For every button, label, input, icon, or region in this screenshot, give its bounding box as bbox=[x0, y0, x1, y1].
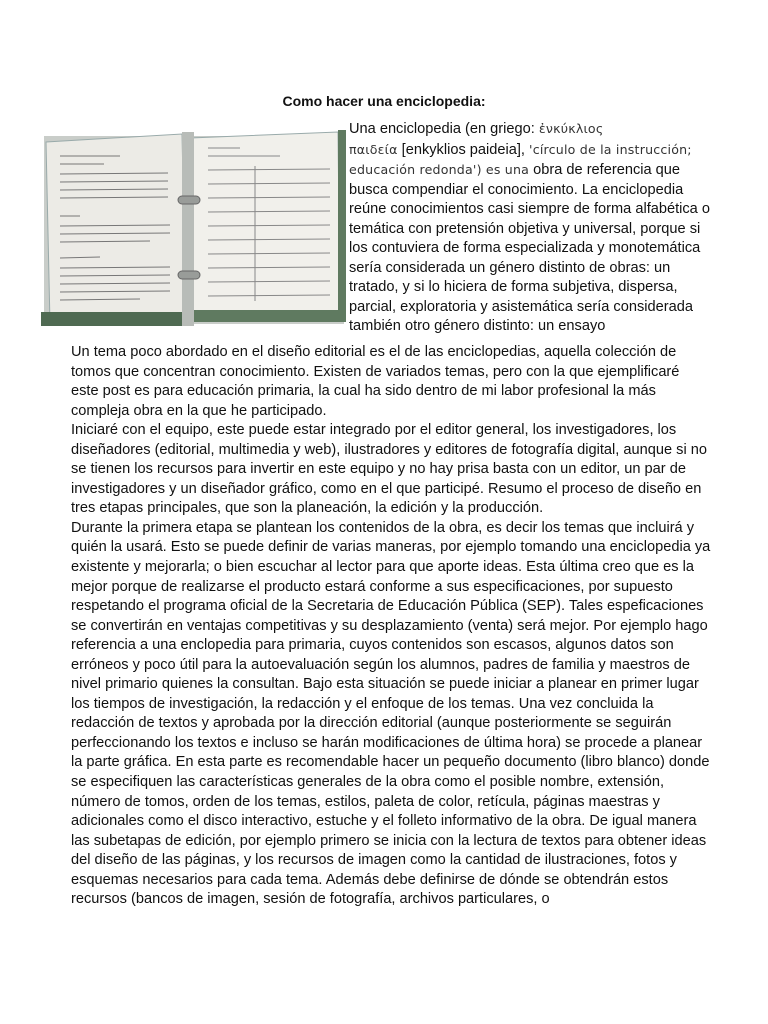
intro-rest: obra de referencia que busca compendiar el conocimiento. La enciclopedia reúne conocimientos casi siempre de forma alfabética o temática con pretensión objetiva y universal, porque si los contuviera de forma especializada y monotemática sería considerada un género distinto de obras: un tratado, y si lo hiciera de forma subjetiva, dispersa, parcial, exploratoria y asistemática sería considerada también otro género distinto: un ensayo bbox=[349, 162, 710, 335]
greek-word-1: ἐνκύκλιος bbox=[538, 121, 604, 136]
binder-illustration bbox=[40, 126, 348, 332]
paragraph-3: Durante la primera etapa se plantean los contenidos de la obra, es decir los temas que incluirá y quién la usará. Esto se puede definir de varias maneras, por ejemplo tomando una enciclopedia ya existente y mejorarla; o bien escuchar al lector para que aporte ideas. Esta última creo que es la mejor porque de realizarse el producto estará conforme a sus especificaciones, por supuesto respetando el programa oficial de la Secretaria de Educación Pública (SEP). Tales espeficaciones se convertirán en ventajas competitivas y su desplazamiento (venta) será mejor. Por ejemplo hago referencia a una enclopedia para primaria, cuyos contenidos son escasos, algunos datos son erróneos y poco útil para la autoevaluación según los alumnos, padres de familia y maestros de nivel primario quienes la consultan. Bajo esta situación se puede iniciar a planear en primer lugar los tiempos de investigación, la redacción y el enfoque de los temas. Una vez concluida la redacción de textos y aprobada por la dirección editorial (aunque posteriormente se seguirán perfeccionando los textos e incluso se harán modificaciones de última hora) se procede a planear la parte gráfica. En esta parte es recomendable hacer un pequeño documento (libro blanco) donde se especifiquen las características generales de la obra como el posible nombre, extensión, número de tomos, orden de los temas, estilos, paleta de color, retícula, páginas maestras y adicionales como el disco interactivo, estuche y el folleto informativo de la obra. De igual manera las subetapas de edición, por ejemplo primero se inicia con la lectura de textos para obtener ideas del diseño de las páginas, y los recursos de imagen como la cantidad de ilustraciones, fotos y esquemas necesarios para cada tema. Además debe definirse de dónde se obtendrán estos recursos (bancos de imagen, sesión de fotografía, archivos particulares, o bbox=[71, 519, 711, 908]
intro-prefix: Una enciclopedia (en griego: bbox=[349, 121, 539, 137]
intro-transliteration: [enkyklios paideia], bbox=[397, 141, 530, 158]
paragraph-2: Iniciaré con el equipo, este puede estar integrado por el editor general, los investigadores, los diseñadores (editorial, multimedia y web), ilustradores y editores de fotografía digital, aunque si no se tienen los recursos para invertir en este equipo y no hay prisa basta con un editor, un par de investigadores y un diseñador gráfico, como en el que participé. Resumo el proceso de diseño en tres etapas principales, que son la planeación, la edición y la producción. bbox=[71, 422, 707, 517]
paragraph-1: Un tema poco abordado en el diseño editorial es el de las enciclopedias, aquella colección de tomos que concentran conocimiento. Existen de variados temas, pero con la que ejemplificaré este post es para educación primaria, la cual ha sido dentro de mi labor profesional la más compleja obra en la que he participado. bbox=[71, 344, 680, 419]
intro-quote-b: educación redonda') es una bbox=[349, 162, 530, 178]
binder-photo bbox=[40, 126, 348, 332]
intro-paragraph bbox=[349, 119, 711, 337]
greek-word-2: παιδεία bbox=[349, 141, 398, 157]
page-title: Como hacer una enciclopedia: bbox=[282, 93, 486, 109]
intro-quote-a: 'círculo de la instrucción; bbox=[529, 141, 692, 157]
body-text bbox=[71, 343, 711, 910]
